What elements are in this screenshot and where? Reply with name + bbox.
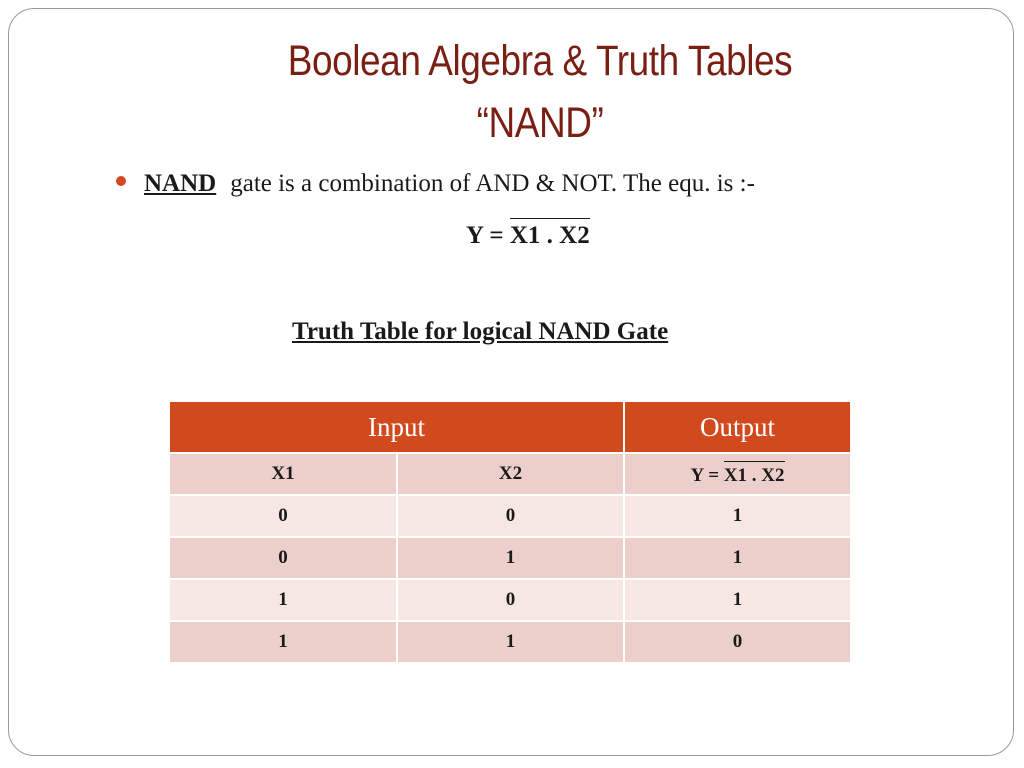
table-row: [169, 495, 851, 537]
cell-y: 0: [624, 621, 851, 663]
slide-title: [205, 30, 876, 154]
bullet-item: [116, 170, 755, 198]
cell-y: 1: [624, 579, 851, 621]
column-header-x2: X2: [397, 453, 624, 495]
table-row: [169, 621, 851, 663]
bullet-dot-icon: [116, 176, 126, 186]
column-header-y: [624, 453, 851, 495]
nand-equation: [466, 218, 590, 250]
cell-x2: 0: [397, 495, 624, 537]
column-header-y-lhs: Y =: [690, 465, 724, 486]
cell-x1: 0: [169, 495, 397, 537]
column-header-y-expr: X1 . X2: [724, 461, 785, 487]
table-row: [169, 537, 851, 579]
cell-x2: 1: [397, 621, 624, 663]
cell-y: 1: [624, 495, 851, 537]
output-header: Output: [624, 401, 851, 453]
bullet-term: NAND: [144, 170, 217, 197]
equation-lhs: Y =: [466, 222, 510, 249]
title-line-2: “NAND”: [476, 99, 604, 147]
table-row: [169, 579, 851, 621]
cell-y: 1: [624, 537, 851, 579]
cell-x1: 1: [169, 579, 397, 621]
cell-x2: 0: [397, 579, 624, 621]
column-header-x1: X1: [169, 453, 397, 495]
truth-table: [168, 400, 852, 664]
table-caption: Truth Table for logical NAND Gate: [292, 318, 669, 345]
column-header-row: [169, 453, 851, 495]
cell-x1: 0: [169, 537, 397, 579]
equation-negated-expr: X1 . X2: [510, 218, 590, 250]
input-header: Input: [169, 401, 624, 453]
cell-x1: 1: [169, 621, 397, 663]
group-header-row: [169, 401, 851, 453]
cell-x2: 1: [397, 537, 624, 579]
title-line-1: Boolean Algebra & Truth Tables: [287, 37, 793, 85]
bullet-text: gate is a combination of AND & NOT. The equ. is :-: [230, 170, 755, 197]
